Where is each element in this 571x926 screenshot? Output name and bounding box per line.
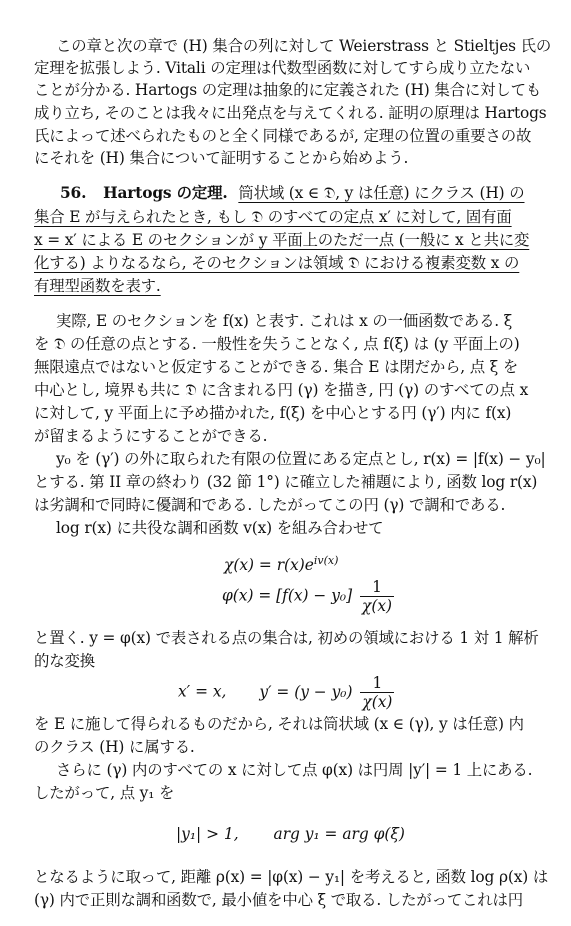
- theorem-title: Hartogs の定理.: [103, 184, 228, 202]
- text-line: を E に施して得られるものだから, それは筒状域 (x ∈ (γ), y は任意) 内: [34, 715, 524, 733]
- text-line: を 𝔇 の任意の点とする. 一般性を失うことなく, 点 f(ξ) は (y 平面上の): [34, 335, 520, 353]
- fraction: $\frac{1}{\chi(x)}$: [362, 578, 393, 615]
- theorem-statement-line: 筒状域 (x ∈ 𝔇, y は任意) にクラス (H) の: [238, 184, 525, 202]
- text-line: にそれを (H) 集合について証明することから始めよう.: [34, 149, 409, 167]
- text-line: と置く. y = φ(x) で表される点の集合は, 初めの領域における 1 対 1 解析: [34, 629, 539, 647]
- text-line: に対して, y 平面上に予め描かれた, f(ξ) を中心とする円 (γ′) 内に f(x): [34, 404, 512, 422]
- text-line: この章と次の章で (H) 集合の列に対して Weierstrass と Stieltjes 氏の: [56, 37, 552, 55]
- theorem-number: 56.: [60, 184, 87, 202]
- theorem-statement-line: 集合 E が与えられたとき, もし 𝔇 のすべての定点 x′ に対して, 固有面: [34, 208, 512, 226]
- equation-phi: φ(x) = [f(x) − y₀] $\frac{1}{\chi(x)}$: [222, 578, 393, 615]
- text-line: が留まるようにすることができる.: [34, 427, 268, 445]
- text-line: 中心とし, 境界も共に 𝔇 に含まれる円 (γ) を描き, 円 (γ) のすべての点 x: [34, 381, 529, 399]
- text-line: のクラス (H) に属する.: [34, 738, 195, 756]
- text-line: (γ) 内で正則な調和函数で, 最小値を中心 ξ で取る. したがってこれは円: [34, 891, 524, 909]
- fraction: $\frac{1}{\chi(x)}$: [362, 674, 393, 711]
- text-line: 定理を拡張しよう. Vitali の定理は代数型函数に対してすら成り立たない: [34, 59, 531, 77]
- text-line: y₀ を (γ′) の外に取られた有限の位置にある定点とし, r(x) = |f(x) − y₀|: [56, 450, 546, 468]
- text-line: したがって, 点 y₁ を: [34, 784, 175, 802]
- text-line: 的な変換: [34, 652, 95, 670]
- theorem-statement-line: 化する) よりなるなら, そのセクションは領域 𝔇 における複素変数 x の: [34, 254, 520, 272]
- theorem-heading: [60, 183, 525, 203]
- text-line: さらに (γ) 内のすべての x に対して点 φ(x) は円周 |y′| = 1 上にある.: [56, 761, 533, 779]
- theorem-statement-line: x = x′ による E のセクションが y 平面上のただ一点 (一般に x と共に変: [34, 231, 530, 249]
- theorem-statement-line: 有理型函数を表す.: [34, 277, 161, 295]
- text-line: 無限遠点ではないと仮定することができる. 集合 E は閉だから, 点 ξ を: [34, 358, 519, 376]
- text-line: 実際, E のセクションを f(x) と表す. これは x の一価函数である. ξ: [56, 312, 513, 330]
- equation-y1: |y₁| > 1, arg y₁ = arg φ(ξ): [176, 825, 405, 843]
- text-line: log r(x) に共役な調和函数 v(x) を組み合わせて: [56, 519, 384, 537]
- equation-chi: $\chi(x) = r(x)e^{iv(x)}$: [224, 554, 339, 575]
- text-line: は劣調和で同時に優調和である. したがってこの円 (γ) で調和である.: [34, 496, 506, 514]
- text-line: 氏によって述べられたものと全く同様であるが, 定理の位置の重要さの故: [34, 127, 532, 145]
- text-line: とする. 第 II 章の終わり (32 節 1°) に確立した補題により, 函数 log r(x): [34, 473, 538, 491]
- equation-transform: x′ = x, y′ = (y − y₀) $\frac{1}{\chi(x)}$: [178, 674, 393, 711]
- text-line: ことが分かる. Hartogs の定理は抽象的に定義された (H) 集合に対しても: [34, 81, 542, 99]
- text-line: 成り立ち, そのことは我々に出発点を与えてくれる. 証明の原理は Hartogs: [34, 104, 547, 122]
- text-line: となるように取って, 距離 ρ(x) = |φ(x) − y₁| を考えると, 函数 log ρ(x) は: [34, 868, 549, 886]
